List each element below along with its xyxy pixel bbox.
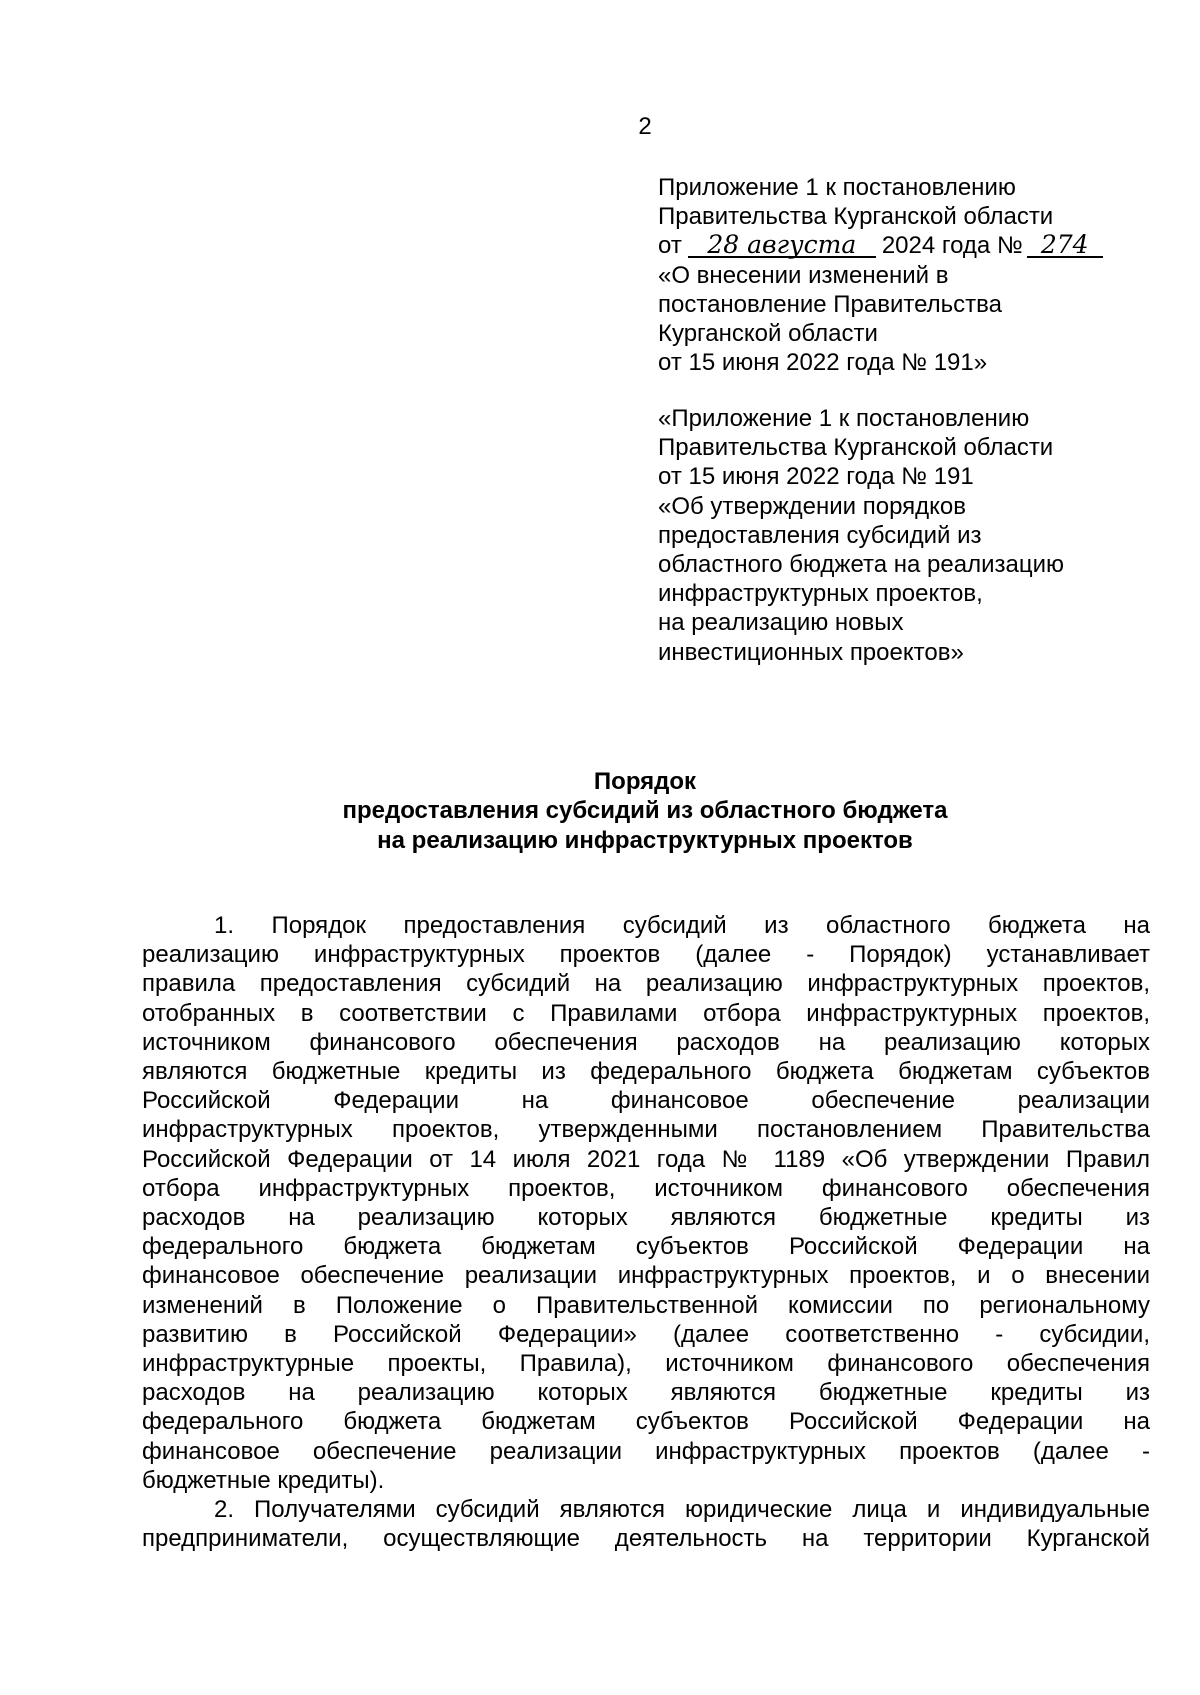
paragraph-line: развитию в Российской Федерации» (далее соответственно - субсидии,: [142, 1320, 1150, 1348]
paragraph-line: правила предоставления субсидий на реализацию инфраструктурных проектов,: [142, 970, 1150, 998]
paragraph-2: [142, 1495, 1150, 1553]
paragraph-line: инфраструктурных проектов, утвержденными постановлением Правительства: [142, 1116, 1150, 1144]
appendix-original-line: предоставления субсидий из: [658, 521, 982, 549]
appendix-original-line: инфраструктурных проектов,: [658, 580, 983, 608]
paragraph-line: бюджетные кредиты).: [142, 1466, 385, 1494]
title-line: на реализацию инфраструктурных проектов: [377, 826, 913, 854]
paragraph-line: инфраструктурные проекты, Правила), источником финансового обеспечения: [142, 1350, 1150, 1378]
appendix-original-line: «Об утверждении порядков: [658, 492, 967, 520]
appendix-original-line: от 15 июня 2022 года № 191: [658, 463, 974, 491]
paragraph-line: источником финансового обеспечения расходов на реализацию которых: [142, 1028, 1150, 1056]
appendix-header-line: «О внесении изменений в: [658, 261, 949, 289]
date-prefix: от: [658, 232, 682, 260]
paragraph-line: 1. Порядок предоставления субсидий из областного бюджета на: [214, 912, 1150, 939]
appendix-header: [658, 173, 1103, 377]
paragraph-line: финансовое обеспечение реализации инфраструктурных проектов (далее -: [142, 1437, 1150, 1465]
paragraph-line: 2. Получателями субсидий являются юридические лица и индивидуальные: [214, 1496, 1150, 1524]
title-line: Порядок: [593, 768, 697, 795]
appendix-original-line: на реализацию новых: [658, 609, 904, 637]
handwritten-number: 274: [1027, 234, 1103, 258]
page-number: 2: [638, 113, 652, 140]
appendix-original-line: «Приложение 1 к постановлению: [658, 405, 1030, 432]
paragraph-line: федерального бюджета бюджетам субъектов Российской Федерации на: [142, 1233, 1150, 1261]
handwritten-date: 28 августа: [688, 234, 876, 258]
appendix-header-line: Курганской области: [658, 319, 878, 347]
appendix-header-line: Приложение 1 к постановлению: [658, 174, 1016, 201]
appendix-header-line: постановление Правительства: [658, 290, 1002, 318]
paragraph-line: расходов на реализацию которых являются бюджетные кредиты из: [142, 1204, 1150, 1232]
appendix-original-line: инвестиционных проектов»: [658, 638, 964, 666]
appendix-header-line: Правительства Курганской области: [658, 203, 1054, 231]
paragraph-line: реализацию инфраструктурных проектов (далее - Порядок) устанавливает: [142, 941, 1150, 969]
paragraph-line: изменений в Положение о Правительственной комиссии по региональному: [142, 1291, 1150, 1319]
appendix-header-line: от 15 июня 2022 года № 191»: [658, 349, 988, 377]
paragraph-line: расходов на реализацию которых являются бюджетные кредиты из: [142, 1379, 1150, 1407]
year-text: 2024 года №: [881, 232, 1023, 260]
document-body: [142, 911, 1150, 1553]
paragraph-line: финансовое обеспечение реализации инфраструктурных проектов, и о внесении: [142, 1262, 1150, 1290]
paragraph-line: отбора инфраструктурных проектов, источником финансового обеспечения: [142, 1174, 1150, 1202]
document-title: [0, 767, 1200, 855]
title-line: предоставления субсидий из областного бюджета: [342, 797, 948, 825]
paragraph-line: отобранных в соответствии с Правилами отбора инфраструктурных проектов,: [142, 999, 1150, 1027]
paragraph-1: [142, 911, 1150, 1495]
paragraph-line: являются бюджетные кредиты из федерального бюджета бюджетам субъектов: [142, 1058, 1150, 1086]
appendix-original-line: областного бюджета на реализацию: [658, 550, 1064, 578]
appendix-original: [658, 404, 1064, 667]
paragraph-line: Российской Федерации от 14 июля 2021 года № 1189 «Об утверждении Правил: [142, 1145, 1150, 1173]
paragraph-line: федерального бюджета бюджетам субъектов Российской Федерации на: [142, 1408, 1150, 1436]
appendix-header-date-line: [658, 231, 1103, 260]
paragraph-line: предприниматели, осуществляющие деятельность на территории Курганской: [142, 1525, 1150, 1553]
paragraph-line: Российской Федерации на финансовое обеспечение реализации: [142, 1087, 1150, 1115]
appendix-original-line: Правительства Курганской области: [658, 434, 1054, 462]
